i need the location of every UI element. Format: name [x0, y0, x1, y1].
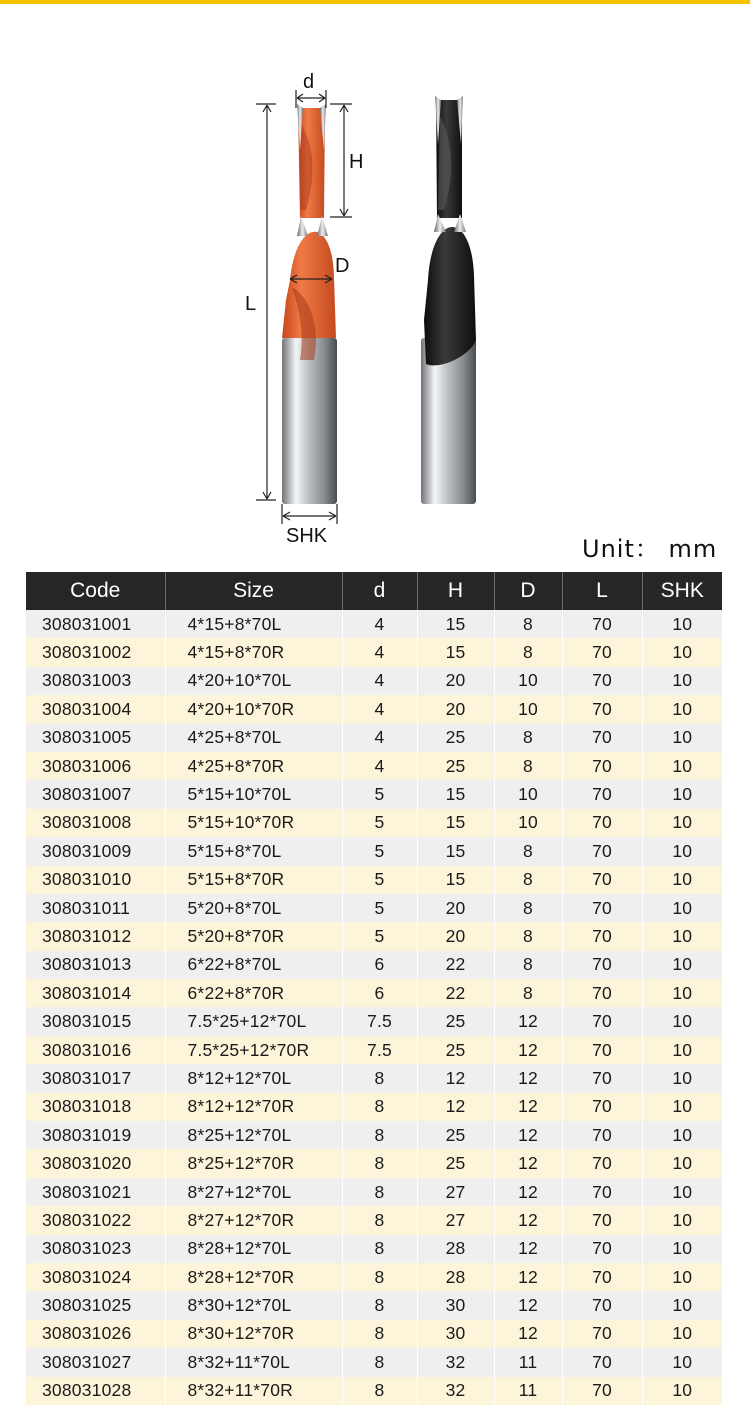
- label-SHK: SHK: [286, 525, 328, 547]
- cell-d: 5: [342, 809, 417, 837]
- table-row: [26, 780, 722, 808]
- cell-size: 8*25+12*70R: [165, 1149, 342, 1177]
- cell-size: 4*25+8*70R: [165, 752, 342, 780]
- cell-d: 4: [342, 695, 417, 723]
- cell-code: 308031026: [26, 1320, 165, 1348]
- cell-size: 6*22+8*70L: [165, 951, 342, 979]
- table-header-row: [26, 572, 722, 610]
- cell-shk: 10: [642, 979, 722, 1007]
- cell-h: 20: [417, 695, 494, 723]
- cell-size: 4*15+8*70L: [165, 610, 342, 638]
- column-header-size: Size: [165, 572, 342, 610]
- cell-shk: 10: [642, 1036, 722, 1064]
- cell-l: 70: [562, 979, 642, 1007]
- cell-code: 308031019: [26, 1121, 165, 1149]
- cell-d: 5: [342, 866, 417, 894]
- cell-h: 15: [417, 638, 494, 666]
- table-row: [26, 922, 722, 950]
- cell-h: 32: [417, 1348, 494, 1376]
- column-header-l: L: [562, 572, 642, 610]
- cell-l: 70: [562, 610, 642, 638]
- cell-size: 5*15+10*70L: [165, 780, 342, 808]
- cell-d: 7.5: [342, 1007, 417, 1035]
- cell-d: 6: [342, 979, 417, 1007]
- cell-size: 6*22+8*70R: [165, 979, 342, 1007]
- cell-D: 12: [494, 1007, 562, 1035]
- cell-h: 25: [417, 1036, 494, 1064]
- cell-l: 70: [562, 638, 642, 666]
- orange-drill-bit: [282, 104, 337, 504]
- table-row: [26, 866, 722, 894]
- cell-code: 308031022: [26, 1206, 165, 1234]
- cell-D: 8: [494, 752, 562, 780]
- cell-l: 70: [562, 1121, 642, 1149]
- column-header-h: H: [417, 572, 494, 610]
- unit-label: Unit： mm: [582, 535, 718, 563]
- cell-size: 7.5*25+12*70L: [165, 1007, 342, 1035]
- table-row: [26, 1149, 722, 1177]
- column-header-code: Code: [26, 572, 165, 610]
- column-header-d: d: [342, 572, 417, 610]
- cell-code: 308031004: [26, 695, 165, 723]
- spec-table: [26, 572, 722, 1405]
- cell-shk: 10: [642, 951, 722, 979]
- cell-code: 308031009: [26, 837, 165, 865]
- cell-size: 5*15+8*70R: [165, 866, 342, 894]
- cell-d: 8: [342, 1235, 417, 1263]
- cell-size: 8*25+12*70L: [165, 1121, 342, 1149]
- cell-code: 308031018: [26, 1093, 165, 1121]
- cell-l: 70: [562, 1007, 642, 1035]
- label-d: d: [303, 71, 315, 93]
- cell-code: 308031028: [26, 1377, 165, 1405]
- cell-l: 70: [562, 1235, 642, 1263]
- cell-h: 25: [417, 1121, 494, 1149]
- cell-code: 308031010: [26, 866, 165, 894]
- cell-shk: 10: [642, 1291, 722, 1319]
- cell-shk: 10: [642, 922, 722, 950]
- cell-size: 8*28+12*70L: [165, 1235, 342, 1263]
- cell-shk: 10: [642, 1348, 722, 1376]
- cell-l: 70: [562, 780, 642, 808]
- cell-shk: 10: [642, 1064, 722, 1092]
- table-body: [26, 610, 722, 1405]
- label-D: D: [335, 255, 350, 277]
- cell-code: 308031014: [26, 979, 165, 1007]
- cell-code: 308031008: [26, 809, 165, 837]
- cell-l: 70: [562, 951, 642, 979]
- column-header-d: D: [494, 572, 562, 610]
- cell-code: 308031001: [26, 610, 165, 638]
- cell-h: 20: [417, 667, 494, 695]
- cell-l: 70: [562, 1206, 642, 1234]
- cell-l: 70: [562, 894, 642, 922]
- table-row: [26, 695, 722, 723]
- cell-D: 12: [494, 1291, 562, 1319]
- cell-D: 12: [494, 1149, 562, 1177]
- cell-h: 30: [417, 1320, 494, 1348]
- cell-l: 70: [562, 866, 642, 894]
- cell-d: 4: [342, 638, 417, 666]
- table-row: [26, 724, 722, 752]
- cell-shk: 10: [642, 610, 722, 638]
- label-L: L: [245, 293, 257, 315]
- cell-h: 15: [417, 780, 494, 808]
- cell-d: 8: [342, 1149, 417, 1177]
- cell-h: 27: [417, 1178, 494, 1206]
- cell-D: 8: [494, 724, 562, 752]
- cell-h: 22: [417, 979, 494, 1007]
- cell-l: 70: [562, 1064, 642, 1092]
- cell-code: 308031005: [26, 724, 165, 752]
- table-row: [26, 1320, 722, 1348]
- table-row: [26, 667, 722, 695]
- cell-h: 15: [417, 866, 494, 894]
- cell-D: 10: [494, 695, 562, 723]
- cell-shk: 10: [642, 1007, 722, 1035]
- cell-shk: 10: [642, 894, 722, 922]
- cell-h: 15: [417, 809, 494, 837]
- cell-d: 5: [342, 837, 417, 865]
- cell-code: 308031007: [26, 780, 165, 808]
- cell-shk: 10: [642, 1121, 722, 1149]
- cell-l: 70: [562, 837, 642, 865]
- cell-D: 10: [494, 780, 562, 808]
- cell-D: 11: [494, 1348, 562, 1376]
- cell-h: 15: [417, 837, 494, 865]
- cell-d: 4: [342, 610, 417, 638]
- cell-size: 5*20+8*70L: [165, 894, 342, 922]
- cell-h: 30: [417, 1291, 494, 1319]
- cell-code: 308031027: [26, 1348, 165, 1376]
- cell-D: 12: [494, 1320, 562, 1348]
- cell-D: 12: [494, 1263, 562, 1291]
- table-row: [26, 1007, 722, 1035]
- cell-d: 4: [342, 752, 417, 780]
- cell-D: 8: [494, 979, 562, 1007]
- cell-code: 308031020: [26, 1149, 165, 1177]
- table-row: [26, 1121, 722, 1149]
- table-row: [26, 1235, 722, 1263]
- table-row: [26, 1377, 722, 1405]
- cell-d: 6: [342, 951, 417, 979]
- table-row: [26, 752, 722, 780]
- cell-d: 8: [342, 1206, 417, 1234]
- cell-h: 25: [417, 1007, 494, 1035]
- cell-h: 20: [417, 894, 494, 922]
- cell-D: 11: [494, 1377, 562, 1405]
- accent-bar: [0, 0, 750, 4]
- drill-bit-diagram: [0, 60, 750, 560]
- cell-shk: 10: [642, 1206, 722, 1234]
- cell-h: 25: [417, 1149, 494, 1177]
- table-row: [26, 1291, 722, 1319]
- cell-l: 70: [562, 1093, 642, 1121]
- cell-D: 12: [494, 1178, 562, 1206]
- cell-code: 308031016: [26, 1036, 165, 1064]
- cell-l: 70: [562, 1178, 642, 1206]
- cell-h: 28: [417, 1263, 494, 1291]
- cell-h: 12: [417, 1064, 494, 1092]
- cell-l: 70: [562, 724, 642, 752]
- cell-h: 15: [417, 610, 494, 638]
- cell-d: 8: [342, 1291, 417, 1319]
- cell-size: 7.5*25+12*70R: [165, 1036, 342, 1064]
- cell-d: 4: [342, 667, 417, 695]
- cell-l: 70: [562, 1348, 642, 1376]
- cell-shk: 10: [642, 1093, 722, 1121]
- cell-shk: 10: [642, 1320, 722, 1348]
- cell-shk: 10: [642, 638, 722, 666]
- table-row: [26, 1263, 722, 1291]
- cell-l: 70: [562, 1291, 642, 1319]
- cell-d: 5: [342, 922, 417, 950]
- cell-h: 12: [417, 1093, 494, 1121]
- cell-D: 8: [494, 951, 562, 979]
- cell-D: 12: [494, 1206, 562, 1234]
- cell-D: 12: [494, 1093, 562, 1121]
- cell-shk: 10: [642, 724, 722, 752]
- cell-l: 70: [562, 1320, 642, 1348]
- cell-code: 308031003: [26, 667, 165, 695]
- cell-d: 5: [342, 894, 417, 922]
- cell-size: 4*20+10*70R: [165, 695, 342, 723]
- cell-l: 70: [562, 1377, 642, 1405]
- cell-shk: 10: [642, 1377, 722, 1405]
- table-row: [26, 1064, 722, 1092]
- cell-code: 308031012: [26, 922, 165, 950]
- cell-D: 8: [494, 894, 562, 922]
- cell-d: 8: [342, 1064, 417, 1092]
- cell-shk: 10: [642, 780, 722, 808]
- cell-l: 70: [562, 1149, 642, 1177]
- cell-code: 308031011: [26, 894, 165, 922]
- cell-d: 8: [342, 1263, 417, 1291]
- cell-size: 5*15+8*70L: [165, 837, 342, 865]
- cell-code: 308031024: [26, 1263, 165, 1291]
- label-H: H: [349, 151, 364, 173]
- cell-d: 5: [342, 780, 417, 808]
- cell-size: 8*28+12*70R: [165, 1263, 342, 1291]
- black-drill-bit: [421, 96, 476, 504]
- cell-h: 25: [417, 724, 494, 752]
- cell-size: 8*32+11*70L: [165, 1348, 342, 1376]
- cell-d: 4: [342, 724, 417, 752]
- cell-l: 70: [562, 1036, 642, 1064]
- cell-size: 8*12+12*70L: [165, 1064, 342, 1092]
- cell-shk: 10: [642, 667, 722, 695]
- cell-h: 27: [417, 1206, 494, 1234]
- cell-l: 70: [562, 667, 642, 695]
- cell-shk: 10: [642, 809, 722, 837]
- cell-size: 8*27+12*70L: [165, 1178, 342, 1206]
- cell-h: 32: [417, 1377, 494, 1405]
- table-row: [26, 610, 722, 638]
- cell-code: 308031013: [26, 951, 165, 979]
- cell-code: 308031015: [26, 1007, 165, 1035]
- cell-code: 308031017: [26, 1064, 165, 1092]
- cell-code: 308031021: [26, 1178, 165, 1206]
- cell-size: 5*20+8*70R: [165, 922, 342, 950]
- cell-h: 22: [417, 951, 494, 979]
- table-row: [26, 894, 722, 922]
- cell-D: 12: [494, 1036, 562, 1064]
- cell-l: 70: [562, 695, 642, 723]
- cell-D: 8: [494, 922, 562, 950]
- cell-D: 12: [494, 1235, 562, 1263]
- cell-d: 8: [342, 1377, 417, 1405]
- cell-D: 8: [494, 837, 562, 865]
- cell-size: 4*15+8*70R: [165, 638, 342, 666]
- cell-shk: 10: [642, 866, 722, 894]
- cell-d: 8: [342, 1320, 417, 1348]
- cell-size: 8*30+12*70L: [165, 1291, 342, 1319]
- cell-size: 8*12+12*70R: [165, 1093, 342, 1121]
- cell-d: 7.5: [342, 1036, 417, 1064]
- cell-D: 8: [494, 866, 562, 894]
- table-row: [26, 809, 722, 837]
- cell-h: 28: [417, 1235, 494, 1263]
- cell-h: 20: [417, 922, 494, 950]
- cell-shk: 10: [642, 752, 722, 780]
- table-row: [26, 837, 722, 865]
- cell-d: 8: [342, 1093, 417, 1121]
- cell-l: 70: [562, 809, 642, 837]
- cell-shk: 10: [642, 837, 722, 865]
- cell-shk: 10: [642, 1235, 722, 1263]
- cell-code: 308031025: [26, 1291, 165, 1319]
- table-row: [26, 979, 722, 1007]
- table-row: [26, 1206, 722, 1234]
- table-row: [26, 1093, 722, 1121]
- cell-size: 8*27+12*70R: [165, 1206, 342, 1234]
- cell-code: 308031006: [26, 752, 165, 780]
- table-row: [26, 638, 722, 666]
- cell-shk: 10: [642, 695, 722, 723]
- cell-size: 8*30+12*70R: [165, 1320, 342, 1348]
- cell-D: 8: [494, 638, 562, 666]
- cell-code: 308031023: [26, 1235, 165, 1263]
- table-row: [26, 1036, 722, 1064]
- cell-D: 12: [494, 1064, 562, 1092]
- cell-D: 10: [494, 809, 562, 837]
- table-row: [26, 1348, 722, 1376]
- cell-D: 8: [494, 610, 562, 638]
- cell-shk: 10: [642, 1149, 722, 1177]
- cell-size: 8*32+11*70R: [165, 1377, 342, 1405]
- table-row: [26, 1178, 722, 1206]
- column-header-shk: SHK: [642, 572, 722, 610]
- cell-code: 308031002: [26, 638, 165, 666]
- cell-d: 8: [342, 1348, 417, 1376]
- cell-d: 8: [342, 1178, 417, 1206]
- cell-l: 70: [562, 1263, 642, 1291]
- cell-h: 25: [417, 752, 494, 780]
- cell-size: 5*15+10*70R: [165, 809, 342, 837]
- table-row: [26, 951, 722, 979]
- cell-size: 4*20+10*70L: [165, 667, 342, 695]
- cell-shk: 10: [642, 1178, 722, 1206]
- cell-size: 4*25+8*70L: [165, 724, 342, 752]
- cell-l: 70: [562, 752, 642, 780]
- cell-D: 12: [494, 1121, 562, 1149]
- cell-l: 70: [562, 922, 642, 950]
- cell-d: 8: [342, 1121, 417, 1149]
- cell-D: 10: [494, 667, 562, 695]
- cell-shk: 10: [642, 1263, 722, 1291]
